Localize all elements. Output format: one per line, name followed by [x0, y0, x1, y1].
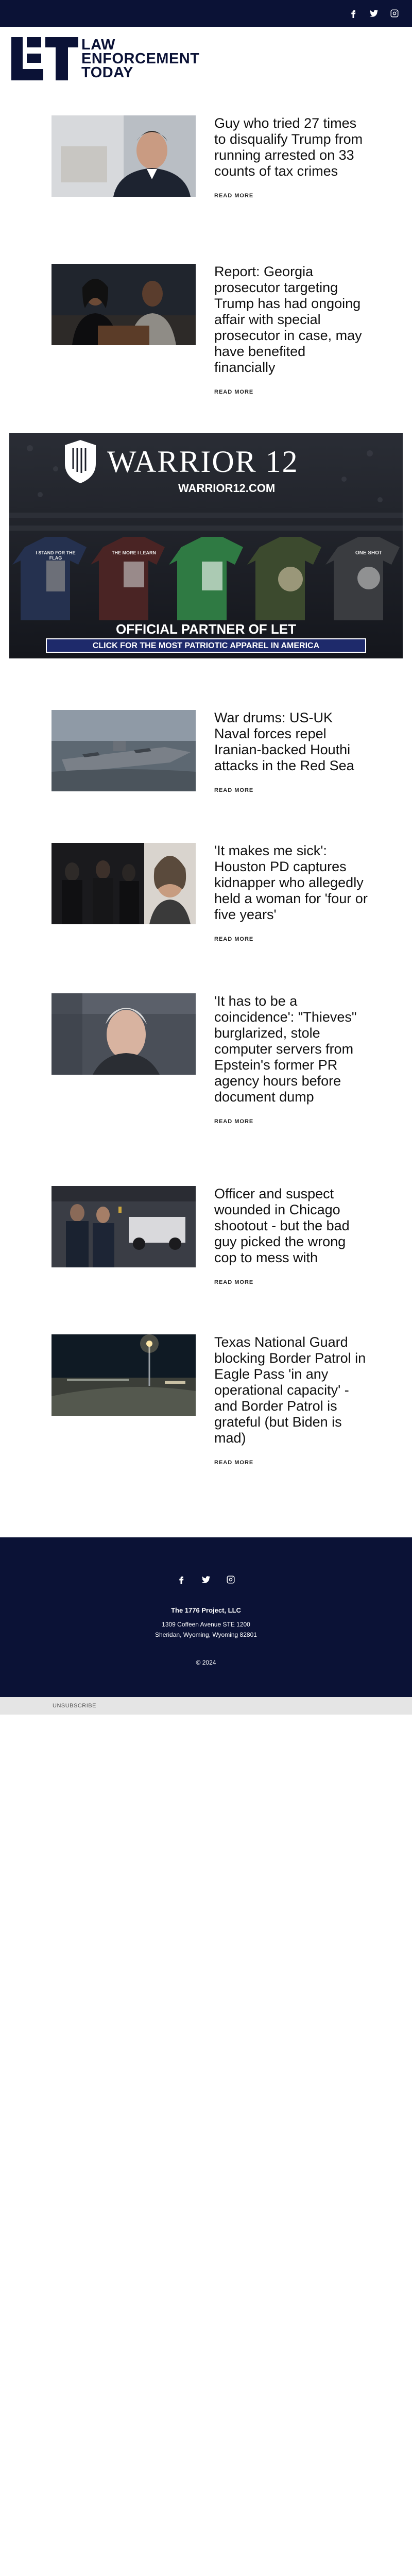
article-3	[52, 710, 371, 823]
instagram-icon[interactable]	[388, 7, 401, 20]
ad-shirt-text-4: ONE SHOT	[355, 550, 383, 556]
site-logo[interactable]	[11, 37, 228, 80]
article-4-read-more[interactable]: READ MORE	[214, 936, 254, 942]
address-line-1: 1309 Coffeen Avenue STE 1200	[162, 1621, 250, 1628]
article-6-thumbnail[interactable]	[52, 1186, 196, 1267]
article-7-headline[interactable]: Texas National Guard blocking Border Patrol in Eagle Pass 'in any operational capacity' - and Border Patrol is grateful (but Biden is mad)	[214, 1334, 366, 1446]
copyright: © 2024	[196, 1659, 216, 1666]
twitter-icon[interactable]	[368, 7, 380, 20]
article-3-read-more[interactable]: READ MORE	[214, 787, 254, 793]
article-4	[52, 843, 371, 967]
article-6-headline[interactable]: Officer and suspect wounded in Chicago shootout - but the bad guy picked the wrong cop to mess with	[214, 1186, 350, 1265]
article-3-headline[interactable]: War drums: US-UK Naval forces repel Iranian-backed Houthi attacks in the Red Sea	[214, 710, 354, 773]
facebook-icon[interactable]	[347, 7, 359, 20]
footer	[0, 1537, 412, 1697]
article-4-headline[interactable]: 'It makes me sick': Houston PD captures kidnapper who allegedly held a woman for 'four or five years'	[214, 843, 368, 922]
let-logo-mark	[11, 37, 78, 80]
twitter-icon[interactable]	[200, 1573, 212, 1586]
logo-wordmark	[81, 38, 199, 80]
facebook-icon[interactable]	[175, 1573, 187, 1586]
logo-line-3: TODAY	[81, 64, 133, 81]
instagram-icon[interactable]	[225, 1573, 237, 1586]
article-6-read-more[interactable]: READ MORE	[214, 1279, 254, 1285]
article-2-thumbnail[interactable]	[52, 264, 196, 345]
article-5	[52, 993, 371, 1148]
article-1-thumbnail[interactable]	[52, 115, 196, 197]
ad-shirt-text-2: THE MORE I LEARN	[111, 550, 156, 555]
article-6	[52, 1186, 371, 1299]
article-2-read-more[interactable]: READ MORE	[214, 389, 254, 395]
ad-partner-text: OFFICIAL PARTNER OF LET	[115, 621, 297, 637]
article-4-thumbnail[interactable]	[52, 843, 196, 924]
ad-brand: WARRIOR 12	[107, 445, 299, 479]
article-7-read-more[interactable]: READ MORE	[214, 1460, 254, 1466]
article-7	[52, 1334, 371, 1489]
warrior12-ad-banner[interactable]	[9, 433, 403, 658]
logo-line-2: ENFORCEMENT	[81, 50, 200, 67]
ad-url[interactable]: WARRIOR12.COM	[178, 482, 276, 495]
article-5-headline[interactable]: 'It has to be a coincidence': "Thieves" burglarized, stole computer servers from Epstein's former PR agency hours before document dump	[214, 993, 357, 1105]
article-2-headline[interactable]: Report: Georgia prosecutor targeting Trump has had ongoing affair with special prosecutor in case, may have benefited financially	[214, 264, 362, 375]
logo-line-1: LAW	[81, 37, 115, 53]
header-social-links	[347, 7, 401, 20]
article-5-thumbnail[interactable]	[52, 993, 196, 1075]
article-1	[52, 115, 371, 229]
company-name: The 1776 Project, LLC	[171, 1606, 241, 1614]
article-3-thumbnail[interactable]	[52, 710, 196, 791]
footer-social-links	[0, 1573, 412, 1586]
article-1-read-more[interactable]: READ MORE	[214, 193, 254, 199]
unsubscribe-bar	[0, 1697, 412, 1715]
unsubscribe-link[interactable]: UNSUBSCRIBE	[53, 1703, 96, 1709]
article-5-read-more[interactable]: READ MORE	[214, 1118, 254, 1125]
article-7-thumbnail[interactable]	[52, 1334, 196, 1416]
ad-cta[interactable]: CLICK FOR THE MOST PATRIOTIC APPAREL IN AMERICA	[92, 641, 320, 650]
address-line-2: Sheridan, Wyoming, Wyoming 82801	[155, 1631, 257, 1638]
article-2	[52, 264, 371, 408]
top-bar	[0, 0, 412, 27]
article-1-headline[interactable]: Guy who tried 27 times to disqualify Trump from running arrested on 33 counts of tax crimes	[214, 115, 363, 179]
ad-shirt-text-1: I STAND FOR THE FLAG	[36, 550, 76, 561]
